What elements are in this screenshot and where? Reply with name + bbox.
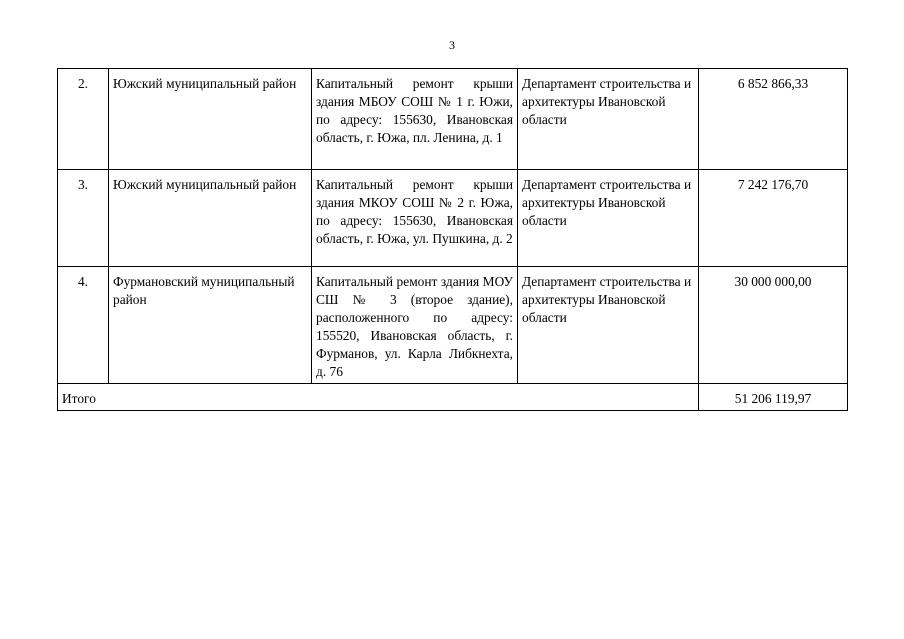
- department-cell: Департамент строительства и архитектуры Ивановской области: [518, 170, 699, 267]
- row-number: 2.: [58, 69, 109, 170]
- district-cell: Южский муниципальный район: [109, 170, 312, 267]
- total-label: Итого: [58, 384, 699, 411]
- page-number: 3: [449, 38, 455, 52]
- row-number: 4.: [58, 267, 109, 384]
- amount-cell: 6 852 866,33: [699, 69, 848, 170]
- department-cell: Департамент строительства и архитектуры Ивановской области: [518, 69, 699, 170]
- district-cell: Фурмановский муниципальный район: [109, 267, 312, 384]
- total-amount: 51 206 119,97: [699, 384, 848, 411]
- row-number: 3.: [58, 170, 109, 267]
- amount-cell: 30 000 000,00: [699, 267, 848, 384]
- table-row: [58, 267, 848, 384]
- amount-cell: 7 242 176,70: [699, 170, 848, 267]
- department-cell: Департамент строительства и архитектуры Ивановской области: [518, 267, 699, 384]
- table-row: [58, 69, 848, 170]
- description-cell: Капитальный ремонт крыши здания МКОУ СОШ № 2 г. Южа, по адресу: 155630, Ивановская область, г. Южа, ул. Пушкина, д. 2: [312, 170, 518, 267]
- district-cell: Южский муниципальный район: [109, 69, 312, 170]
- total-row: [58, 384, 848, 411]
- funding-table: [57, 68, 848, 411]
- description-cell: Капитальный ремонт здания МОУ СШ № 3 (второе здание), расположенного по адресу: 155520, Ивановская область, г. Фурманов, ул. Карла Либкнехта, д. 76: [312, 267, 518, 384]
- description-cell: Капитальный ремонт крыши здания МБОУ СОШ № 1 г. Южи, по адресу: 155630, Ивановская область, г. Южа, пл. Ленина, д. 1: [312, 69, 518, 170]
- table-row: [58, 170, 848, 267]
